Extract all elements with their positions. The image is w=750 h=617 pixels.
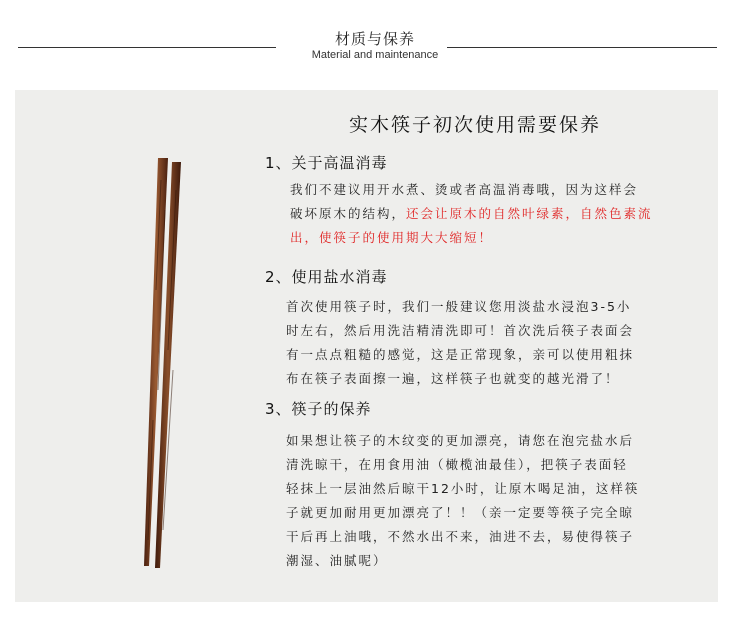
paragraph-line: 有一点点粗糙的感觉，这是正常现象，亲可以使用粗抹 — [286, 347, 635, 362]
section-header — [0, 0, 750, 80]
paragraph-high-temp — [290, 178, 653, 250]
paragraph-line: 干后再上油哦，不然水出不来，油进不去，易使得筷子 — [286, 529, 635, 544]
paragraph-line: 轻抹上一层油然后晾干12小时，让原木喝足油，这样筷 — [286, 481, 640, 496]
paragraph-line: 清洗晾干，在用食用油（橄榄油最佳），把筷子表面轻 — [286, 457, 628, 472]
paragraph-line: 我们不建议用开水煮、烫或者高温消毒哦，因为这样会 — [290, 182, 639, 197]
care-panel — [15, 90, 718, 602]
chopsticks-image — [15, 90, 255, 602]
paragraph-salt-water — [286, 295, 634, 391]
section-title: 材质与保养 — [334, 30, 415, 48]
header-rule-right — [447, 47, 717, 48]
paragraph-line: 潮湿、油腻呢） — [286, 553, 388, 568]
paragraph-line — [290, 202, 653, 226]
paragraph-line: 布在筷子表面擦一遍，这样筷子也就变的越光滑了！ — [286, 371, 620, 386]
section-heading-salt-water: 2、使用盐水消毒 — [265, 268, 388, 286]
care-main-title: 实木筷子初次使用需要保养 — [348, 114, 601, 136]
paragraph-line: 子就更加耐用更加漂亮了！！（亲一定要等筷子完全晾 — [286, 505, 635, 520]
section-heading-high-temp: 1、关于高温消毒 — [265, 154, 388, 172]
paragraph-line: 时左右，然后用洗洁精清洗即可！首次洗后筷子表面会 — [286, 323, 635, 338]
paragraph-maintenance — [286, 429, 639, 573]
warning-line: 出，使筷子的使用期大大缩短！ — [290, 230, 494, 245]
warning-text: 还会让原木的自然叶绿素，自然色素流 — [406, 206, 653, 221]
section-heading-maintenance: 3、筷子的保养 — [265, 400, 372, 418]
section-subtitle: Material and maintenance — [311, 49, 439, 61]
paragraph-text: 破坏原木的结构， — [290, 206, 407, 221]
paragraph-line: 如果想让筷子的木纹变的更加漂亮，请您在泡完盐水后 — [286, 433, 635, 448]
paragraph-line: 首次使用筷子时，我们一般建议您用淡盐水浸泡3-5小 — [286, 299, 632, 314]
